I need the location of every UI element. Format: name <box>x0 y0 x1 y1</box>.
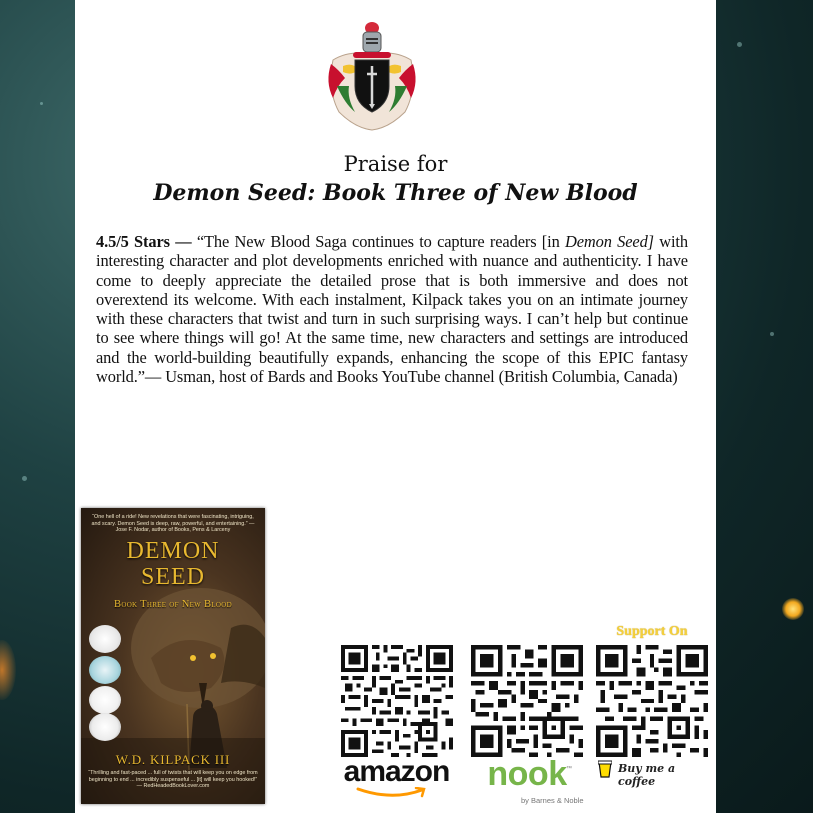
coffee-qr-icon <box>596 645 708 757</box>
review-body-part1: “The New Blood Saga continues to capture readers [in <box>196 232 565 251</box>
review-dash: — <box>169 232 197 251</box>
review-rating: 4.5/5 Stars <box>96 232 170 251</box>
praise-heading <box>75 150 716 208</box>
amazon-logo[interactable]: amazon <box>343 755 450 788</box>
background-speck <box>40 102 43 105</box>
nook-logo[interactable]: nook <box>487 755 567 793</box>
award-badge-icon <box>89 625 121 653</box>
nook-trademark: ™ <box>566 766 572 772</box>
book-cover[interactable] <box>81 508 265 804</box>
review-body-part2: with interesting character and plot developments enriched with nuance and authenticity. I have come to deeply appreciate the detailed prose that is both immersive and does not overextend its welcome. With each instalment, Kilpack takes you on an intimate journey with these characters that twist and turn in such surprising ways. I can’t help but continue to see where things will go! At the same time, new characters and settings are introduced and the world-building beautifully expands, enhancing the scope of this EPIC fantasy world.”— Usman, host of Bards and Books YouTube channel (British Columbia, Canada) <box>96 232 688 387</box>
review-body-italic: Demon Seed] <box>565 232 654 251</box>
review-text <box>96 232 688 386</box>
cover-author: W.D. KILPACK III <box>115 752 231 767</box>
nook-qr-icon <box>471 645 583 757</box>
background-speck <box>737 42 742 47</box>
background-speck <box>770 332 774 336</box>
shelf-award-icon <box>89 713 121 741</box>
buy-me-a-coffee-label: Buy me a coffee <box>618 762 676 788</box>
praise-label: Praise for <box>343 152 448 176</box>
cover-title-line1: DEMON <box>126 538 220 564</box>
coffee-cup-icon <box>598 760 612 778</box>
cover-title-line2: SEED <box>141 564 205 590</box>
background-glow-left <box>0 640 16 700</box>
coffee-qr-code[interactable] <box>596 645 708 757</box>
book-heading-title: Demon Seed: Book Three of New Blood <box>153 180 638 206</box>
cover-subtitle: Book Three of New Blood <box>114 599 232 610</box>
support-on-label: Support On <box>616 624 688 639</box>
nook-subtitle: by Barnes & Noble <box>521 796 584 805</box>
background-glow-light <box>782 598 804 620</box>
amazon-smile-icon <box>356 787 428 799</box>
background-speck <box>22 476 27 481</box>
nook-qr-code[interactable] <box>471 645 583 757</box>
buy-me-a-coffee-logo[interactable] <box>598 760 710 788</box>
cover-blurb-bottom: “Thrilling and fast-paced ... full of twists that will keep you on edge from beginning to end ... incredibly suspenseful ... [it] will keep you hooked!” — RedHeadedBookLover.com <box>88 770 258 790</box>
amazon-qr-code[interactable] <box>341 645 453 757</box>
award-seal-icon <box>89 656 121 684</box>
heraldic-crest-icon <box>325 20 419 134</box>
book-award-icon <box>89 686 121 714</box>
amazon-qr-icon <box>341 645 453 757</box>
cover-blurb-top: “One hell of a ride! New revelations that were fascinating, intriguing, and scary. Demon Seed is deep, raw, powerful, and entertaining.” — Jose F. Nodar, author of Books, Pens & Larceny <box>91 514 255 534</box>
cover-title <box>81 538 265 590</box>
